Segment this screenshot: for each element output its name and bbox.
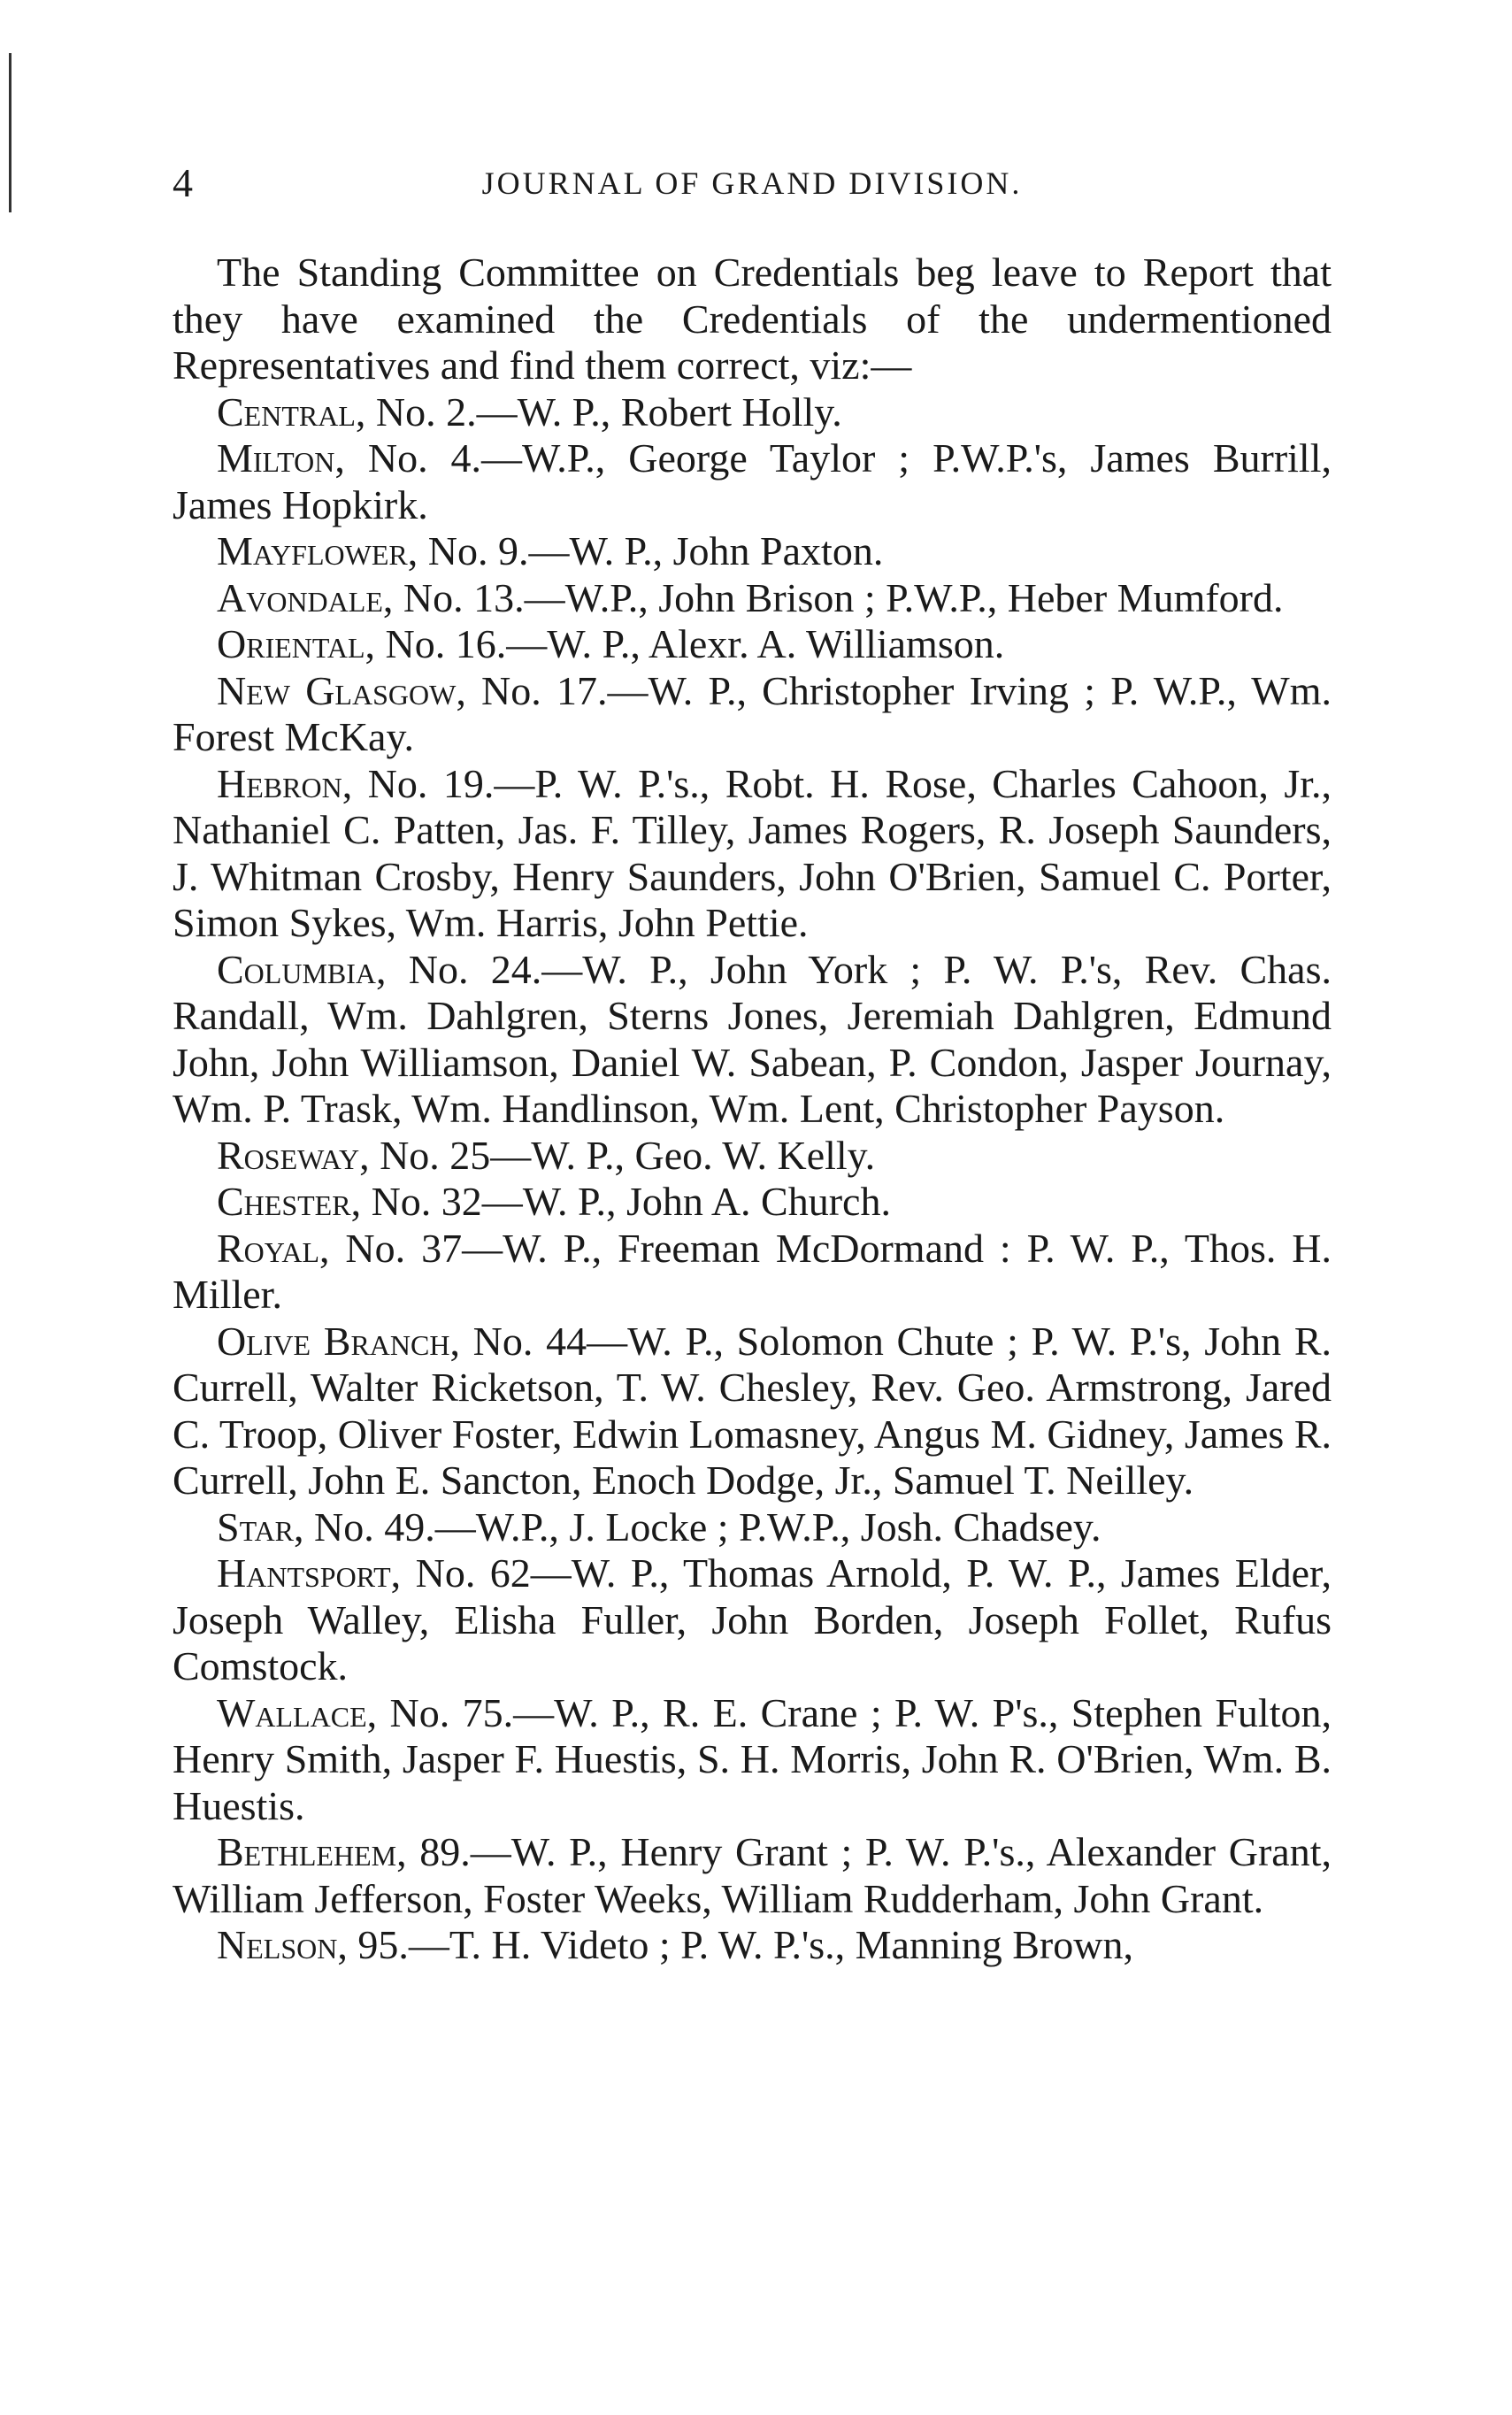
entry-text: , No. 19.—P. W. P.'s., Robt. H. Rose, Charles Cahoon, Jr., Nathaniel C. Patten, Jas. F. Tilley, James Rogers, R. Joseph Saunders, J. Whitman Crosby, Henry Saunders, John O'Brien, Samuel C. Porter, Simon Sykes, Wm. Harris, John Pettie. [173, 760, 1332, 945]
entry-oriental [173, 621, 1332, 668]
entry-olive-branch [173, 1319, 1332, 1504]
division-name: Mayflower [217, 528, 408, 573]
division-name: Avondale [217, 574, 383, 620]
page-header [173, 159, 1332, 221]
entry-text: , No. 44—W. P., Solomon Chute ; P. W. P.'s, John R. Currell, Walter Ricketson, T. W. Chesley, Rev. Geo. Armstrong, Jared C. Troop, Oliver Foster, Edwin Lomasney, Angus M. Gidney, James R. Currell, John E. Sancton, Enoch Dodge, Jr., Samuel T. Neilley. [173, 1318, 1332, 1503]
entry-star [173, 1504, 1332, 1551]
entry-text: , No. 24.—W. P., John York ; P. W. P.'s, Rev. Chas. Randall, Wm. Dahlgren, Sterns Jones, Jeremiah Dahlgren, Edmund John, John Williamson, Daniel W. Sabean, P. Condon, Jasper Journay, Wm. P. Trask, Wm. Handlinson, Wm. Lent, Christopher Payson. [173, 946, 1332, 1131]
entry-royal [173, 1226, 1332, 1319]
entry-text: , No. 62—W. P., Thomas Arnold, P. W. P., James Elder, Joseph Walley, Elisha Fuller, John Borden, Joseph Follet, Rufus Comstock. [173, 1550, 1332, 1688]
intro-paragraph: The Standing Committee on Credentials beg leave to Report that they have examined the Credentials of the undermentioned Representatives and find them correct, viz:— [173, 250, 1332, 388]
division-name: Wallace [217, 1689, 367, 1735]
entry-bethlehem [173, 1829, 1332, 1922]
division-name: Hebron [217, 760, 342, 806]
division-name: Bethlehem [217, 1829, 397, 1874]
entry-text: , No. 37—W. P., Freeman McDormand : P. W. P., Thos. H. Miller. [173, 1225, 1332, 1317]
entry-central [173, 389, 1332, 436]
entry-chester [173, 1179, 1332, 1226]
entry-hebron [173, 761, 1332, 947]
division-name: Royal [217, 1225, 320, 1271]
entry-text: , 95.—T. H. Videto ; P. W. P.'s., Manning Brown, [337, 1922, 1133, 1967]
division-name: Roseway [217, 1132, 360, 1178]
entry-hantsport [173, 1550, 1332, 1690]
division-name: Nelson [217, 1922, 338, 1967]
entry-text: , No. 25—W. P., Geo. W. Kelly. [359, 1132, 876, 1178]
entry-text: , No. 49.—W.P., J. Locke ; P.W.P., Josh. Chadsey. [294, 1504, 1101, 1550]
entry-text: , No. 16.—W. P., Alexr. A. Williamson. [365, 621, 1005, 666]
entry-text: , No. 13.—W.P., John Brison ; P.W.P., Heber Mumford. [382, 574, 1284, 620]
entry-text: , No. 4.—W.P., George Taylor ; P.W.P.'s, James Burrill, James Hopkirk. [173, 435, 1332, 527]
entry-roseway [173, 1133, 1332, 1180]
division-name: Star [217, 1504, 295, 1550]
credentials-report [173, 250, 1332, 1969]
division-name: Hantsport [217, 1550, 391, 1596]
entry-text: , No. 32—W. P., John A. Church. [350, 1179, 891, 1224]
entry-text: , No. 17.—W. P., Christopher Irving ; P. W.P., Wm. Forest McKay. [173, 667, 1332, 759]
page-number: 4 [173, 160, 193, 205]
running-title: JOURNAL OF GRAND DIVISION. [481, 165, 1023, 201]
entry-milton [173, 435, 1332, 528]
entry-avondale [173, 575, 1332, 622]
division-name: Central [217, 388, 356, 435]
entry-text: , No. 2.—W. P., Robert Holly. [355, 388, 842, 435]
entry-text: , No. 9.—W. P., John Paxton. [407, 528, 884, 573]
division-name: Columbia [217, 946, 377, 992]
division-name: Oriental [217, 621, 365, 666]
entry-nelson [173, 1922, 1332, 1969]
entry-mayflower [173, 528, 1332, 575]
division-name: Olive Branch [217, 1318, 450, 1364]
entry-wallace [173, 1690, 1332, 1830]
division-name: Milton [217, 435, 335, 481]
entry-text: , No. 75.—W. P., R. E. Crane ; P. W. P's., Stephen Fulton, Henry Smith, Jasper F. Huestis, S. H. Morris, John R. O'Brien, Wm. B. Huestis. [173, 1689, 1332, 1828]
page-edge-rule [9, 53, 12, 212]
division-name: Chester [217, 1179, 351, 1224]
entry-columbia [173, 947, 1332, 1133]
entry-new-glasgow [173, 668, 1332, 761]
division-name: New Glasgow [217, 667, 457, 713]
entry-text: , 89.—W. P., Henry Grant ; P. W. P.'s., Alexander Grant, William Jefferson, Foster Weeks, William Rudderham, John Grant. [173, 1829, 1332, 1921]
